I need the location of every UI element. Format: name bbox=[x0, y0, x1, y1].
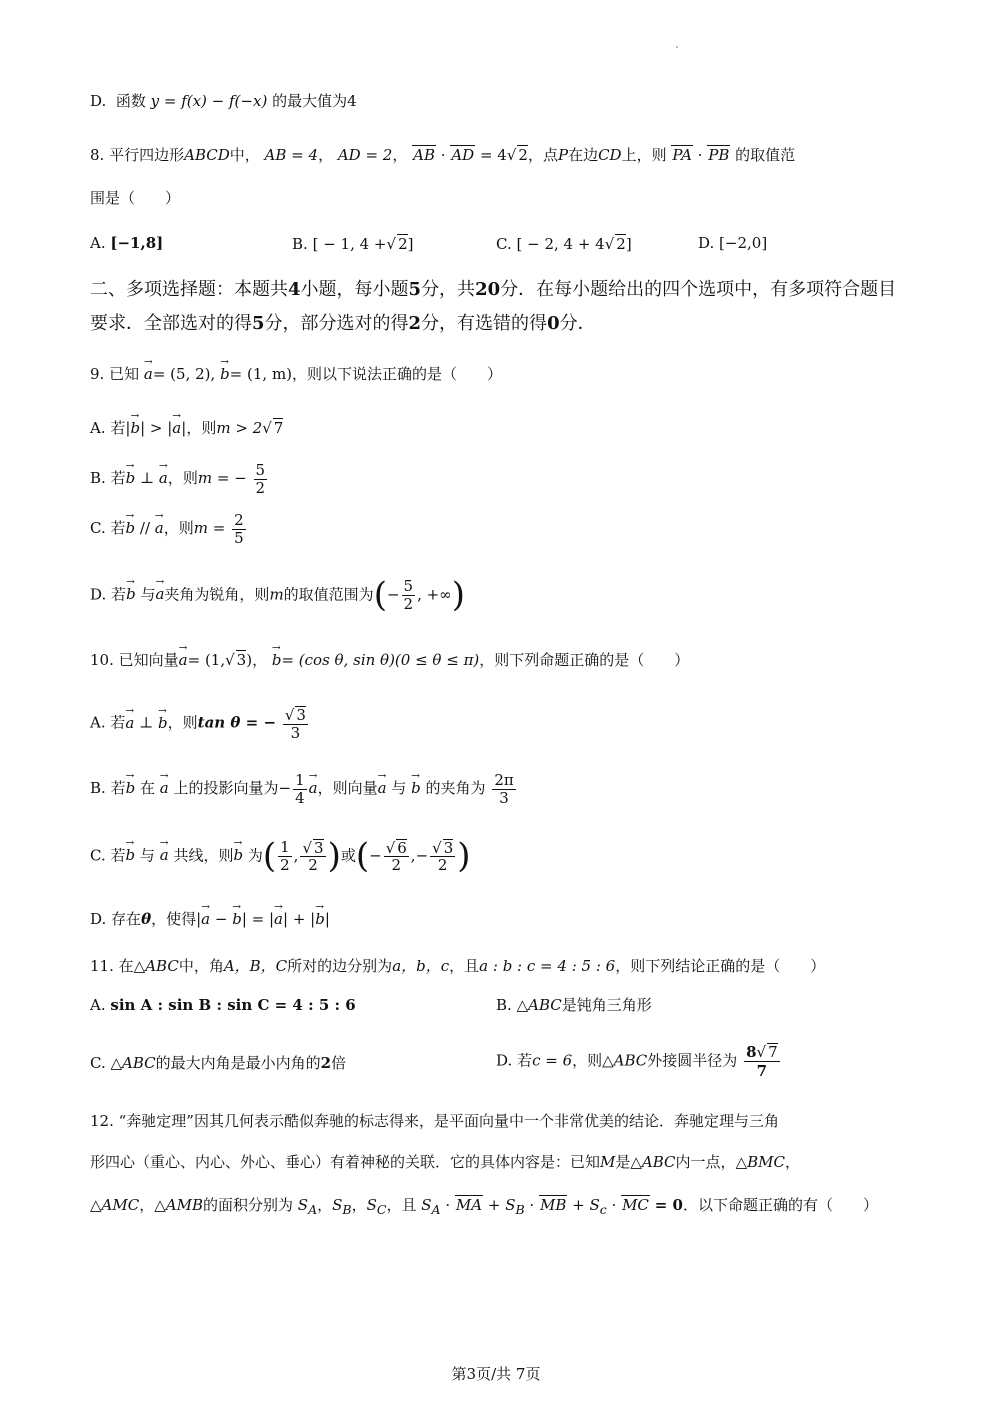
scan-dot bbox=[676, 46, 678, 48]
q10-option-b: B. 若→ b 在 → a 上的投影向量为− $\frac{1}{4}$ → a，则向量→ a 与 → b 的夹角为 $\frac{2\pi}{3}$ bbox=[90, 772, 518, 806]
q10-c-f1: $\frac{1}{2}$ bbox=[280, 838, 290, 874]
q10-c-f3: $\frac{√ 6}{2}$ bbox=[385, 838, 407, 875]
q9-b-fraction: $\frac{5}{2}$ bbox=[255, 461, 266, 497]
q9-option-b: B. 若→ b ⊥ → a，则m = − $\frac{5}{2}$ bbox=[90, 462, 269, 496]
q12-line-1: 12. “奔驰定理”因其几何表示酷似奔驰的标志得来，是平面向量中一个非常优美的结论．奔驰定理与三角 bbox=[90, 1112, 779, 1130]
q10-b-fraction: $\frac{1}{4}$ bbox=[295, 771, 305, 807]
q11-option-b: B. △ABC是钝角三角形 bbox=[496, 996, 652, 1014]
q11-d-fraction: $\frac{8√ 7}{7}$ bbox=[746, 1043, 778, 1080]
q8-stem: 8. 平行四边形ABCD中， AB = 4， AD = 2， AB · AD = 4√ 2，点P在边CD上，则 PA · PB 的取值范 bbox=[90, 146, 796, 164]
q11-stem: 11. 在△ABC中，角A，B，C所对的边分别为a，b，c，且a : b : c = 4 : 5 : 6，则下列结论正确的是（ ） bbox=[90, 957, 826, 975]
q8-stem-cont: 围是（ ） bbox=[90, 189, 181, 207]
q10-a-fraction: $\frac{√ 3}{3}$ bbox=[284, 706, 306, 742]
q12-line-3: △AMC，△AMB的面积分别为 $S_A$，$S_B$，$S_C$，且 $S_A$ · MA + $S_B$ · MB + $S_c$ · MC = 0．以下命题正确的有（ ） bbox=[90, 1196, 878, 1217]
q10-b-angle: $\frac{2\pi}{3}$ bbox=[494, 771, 514, 807]
page-footer: 第3页/共 7页 bbox=[451, 1365, 541, 1383]
q11-option-c: C. △ABC的最大内角是最小内角的2倍 bbox=[90, 1054, 347, 1072]
q8-option-b: B. [ − 1, 4 +√ 2] bbox=[292, 235, 414, 253]
q8-option-d: D. [−2,0] bbox=[698, 234, 768, 252]
q11-option-a: A. sin A : sin B : sin C = 4 : 5 : 6 bbox=[90, 996, 356, 1014]
q8-option-c: C. [ − 2, 4 + 4√ 2] bbox=[496, 235, 632, 253]
q11-option-d: D. 若c = 6，则△ABC外接圆半径为 $\frac{8√ 7}{7}$ bbox=[496, 1043, 778, 1080]
q7-option-d: D. 函数 y = f(x) − f(−x) 的最大值为4 bbox=[90, 92, 357, 110]
q10-option-d: D. 存在θ，使得|→ a − → b| = |→ a| + |→ b| bbox=[90, 910, 330, 928]
q9-c-fraction: $\frac{2}{5}$ bbox=[234, 511, 244, 547]
q12-line-2: 形四心（重心、内心、外心、垂心）有着神秘的关联．它的具体内容是：已知M是△ABC内一点，△BMC， bbox=[90, 1153, 800, 1171]
q10-c-f2: $\frac{√ 3}{2}$ bbox=[302, 838, 324, 875]
q9-d-fraction: $\frac{5}{2}$ bbox=[403, 577, 414, 613]
q9-stem: 9. 已知 → a= (5, 2), → b= (1, m)，则以下说法正确的是（ ） bbox=[90, 365, 502, 383]
q10-option-c: C. 若→ b 与 → a 共线，则→ b 为( $\frac{1}{2}$ , $\frac{√ 3}{2}$ )或(− $\frac{√ 6}{2}$ ,− $\frac{√ 3}{2}$ ) bbox=[90, 836, 471, 877]
q10-c-f4: $\frac{√ 3}{2}$ bbox=[432, 838, 454, 875]
q8-option-a: A. [−1,8] bbox=[90, 234, 164, 252]
q10-option-a: A. 若→ a ⊥ → b，则tan θ = − $\frac{√ 3}{3}$ bbox=[90, 706, 310, 741]
section-2-heading: 二、多项选择题：本题共4小题，每小题5分，共20分．在每小题给出的四个选项中，有多项符合题目要求．全部选对的得5分，部分选对的得2分，有选错的得0分． bbox=[90, 279, 897, 334]
q9-option-c: C. 若→ b // → a，则m = $\frac{2}{5}$ bbox=[90, 512, 248, 546]
q9-option-d: D. 若→ b 与→ a夹角为锐角，则m的取值范围为(− $\frac{5}{2}$ , +∞) bbox=[90, 575, 465, 616]
q9-option-a: A. 若|→ b| > |→ a|，则m > 2√ 7 bbox=[90, 418, 283, 437]
q10-stem: 10. 已知向量→ a= (1,√ 3)， → b= (cos θ, sin θ)(0 ≤ θ ≤ π)，则下列命题正确的是（ ） bbox=[90, 650, 689, 669]
